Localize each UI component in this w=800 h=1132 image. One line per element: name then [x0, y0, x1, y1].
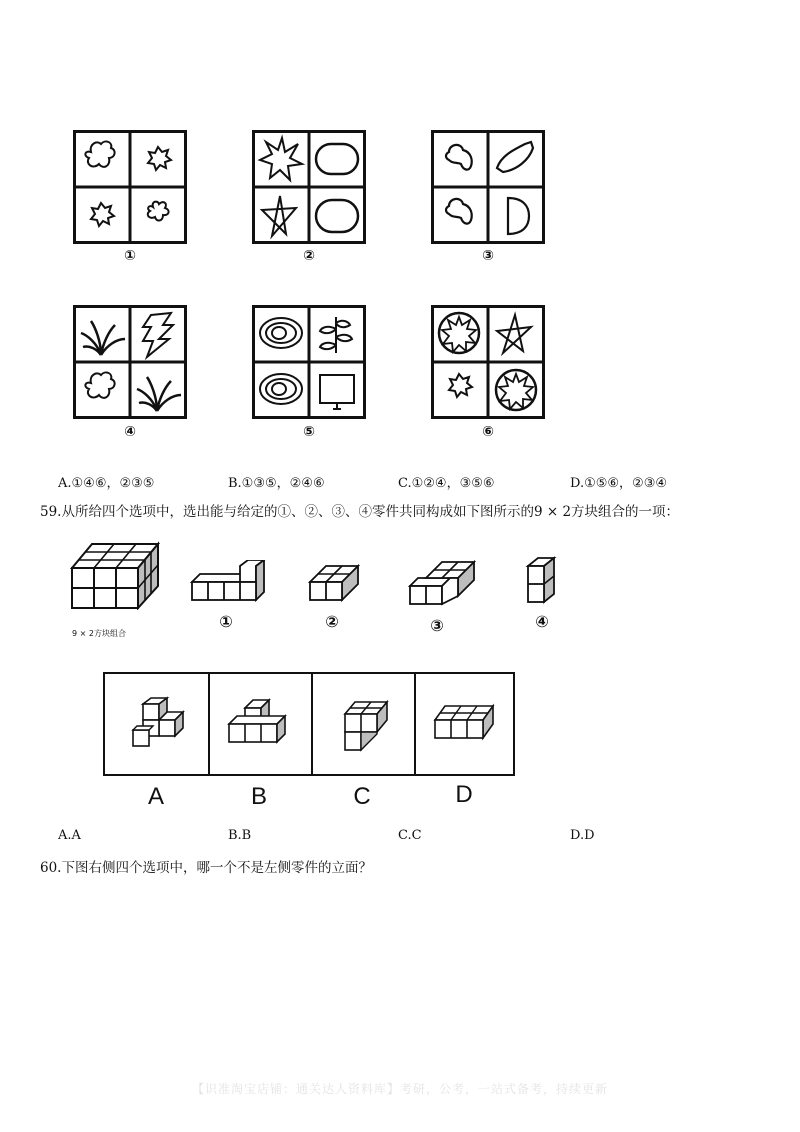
q58-option-d[interactable]: D.①⑤⑥，②③④	[570, 476, 668, 491]
part-1-figure	[188, 560, 272, 606]
figure-4-grid	[73, 305, 187, 419]
figure-2-label: ②	[303, 248, 315, 264]
q59-option-b[interactable]: B.B	[228, 828, 252, 843]
part-3-figure	[406, 554, 484, 610]
q59-option-d[interactable]: D.D	[570, 828, 595, 843]
figure-4-label: ④	[124, 424, 136, 440]
choice-a-figure	[131, 694, 191, 754]
figure-3-grid	[431, 130, 545, 244]
figure-3-label: ③	[482, 248, 494, 264]
part-4-label: ④	[535, 612, 549, 631]
figure-5-label: ⑤	[303, 424, 315, 440]
q60-question: 60.下图右侧四个选项中，哪一个不是左侧零件的立面？	[40, 860, 372, 876]
figure-1-grid	[73, 130, 187, 244]
figure-6-label: ⑥	[482, 424, 494, 440]
part-3-label: ③	[430, 616, 444, 635]
choice-d-figure	[431, 698, 499, 748]
q58-option-a[interactable]: A.①④⑥，②③⑤	[58, 476, 155, 491]
choice-a-letter: A	[147, 783, 164, 810]
q58-option-c[interactable]: C.①②④，③⑤⑥	[398, 476, 495, 491]
q58-option-b[interactable]: B.①③⑤，②④⑥	[228, 476, 325, 491]
q59-choices-panel	[103, 672, 515, 776]
footer-watermark: 【识准淘宝店铺：通关达人资料库】考研，公考，一站式备考，持续更新	[191, 1082, 608, 1096]
figure-5-grid	[252, 305, 366, 419]
q59-option-c[interactable]: C.C	[398, 828, 422, 843]
choice-d-letter: D	[455, 781, 473, 808]
combo-9x2-figure	[68, 538, 164, 610]
part-1-label: ①	[219, 612, 233, 631]
figure-2-grid	[252, 130, 366, 244]
part-2-figure	[306, 560, 370, 606]
part-2-label: ②	[325, 612, 339, 631]
q59-question: 59.从所给四个选项中，选出能与给定的①、②、③、④零件共同构成如下图所示的9 × 2方块组合的一项：	[40, 504, 680, 520]
choice-b-letter: B	[250, 783, 267, 810]
choice-c-letter: C	[353, 783, 371, 810]
combo-caption: 9 × 2方块组合	[72, 629, 126, 638]
figure-1-label: ①	[124, 248, 136, 264]
part-4-figure	[524, 556, 564, 606]
q59-option-a[interactable]: A.A	[58, 828, 81, 843]
choice-b-figure	[225, 696, 295, 752]
figure-6-grid	[431, 305, 545, 419]
choice-c-figure	[335, 694, 395, 754]
